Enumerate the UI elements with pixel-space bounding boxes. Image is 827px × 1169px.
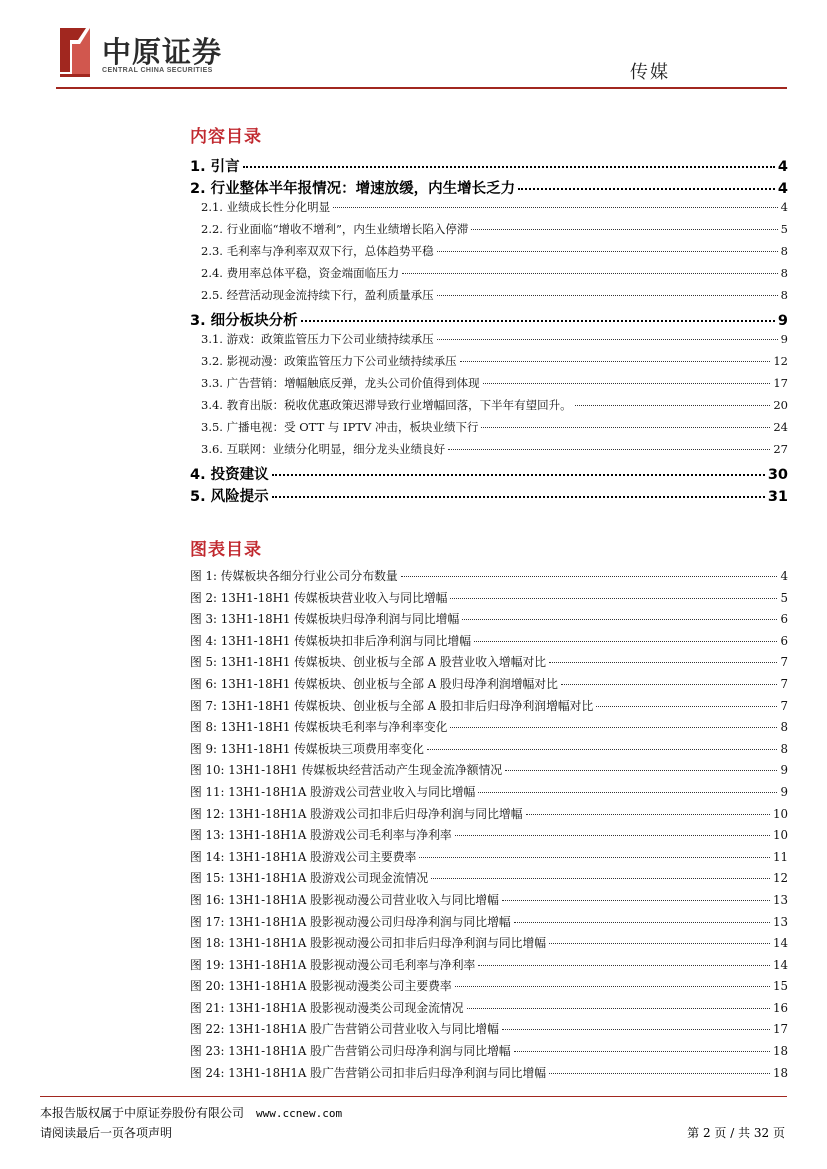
footer-divider [40,1096,787,1097]
toc-entry-title: 2.1. 业绩成长性分化明显 [201,200,331,214]
dot-leader [514,1051,770,1052]
toc-entry-page: 20 [773,398,788,412]
figure-entry-page: 5 [780,590,788,605]
toc-entry-page: 8 [780,288,788,302]
dot-leader [455,835,770,836]
figure-entry[interactable] [190,653,788,675]
figure-entry-page: 14 [772,957,788,972]
toc-entry-page: 9 [780,332,788,346]
dot-leader [455,986,770,987]
figure-entry-page: 13 [772,892,788,907]
toc-entry-level1[interactable] [190,463,788,485]
dot-leader [502,900,770,901]
figure-entry[interactable] [190,740,788,762]
figure-entry-title: 图 8: 13H1-18H1 传媒板块毛利率与净利率变化 [190,720,448,735]
toc-entry-page: 4 [777,181,788,197]
figure-entry-page: 15 [772,979,788,994]
figure-entry[interactable] [190,783,788,805]
dot-leader [333,207,778,208]
figure-entry-page: 18 [772,1044,788,1059]
dot-leader [272,496,765,498]
figure-entry-title: 图 5: 13H1-18H1 传媒板块、创业板与全部 A 股营业收入增幅对比 [190,655,547,670]
toc-entry-title: 2.4. 费用率总体平稳，资金端面临压力 [201,266,400,280]
dot-leader [549,662,777,663]
figure-entry-page: 9 [780,763,788,778]
toc-list [190,155,788,507]
figure-entry-page: 4 [780,569,788,583]
dot-leader [561,684,778,685]
figure-entry[interactable] [190,891,788,913]
figure-entry-title: 图 18: 13H1-18H1A 股影视动漫公司扣非后归母净利润与同比增幅 [190,936,547,951]
figure-entry-title: 图 20: 13H1-18H1A 股影视动漫类公司主要费率 [190,979,452,994]
figure-entry-page: 7 [780,655,788,670]
dot-leader [301,320,775,322]
figure-entry[interactable] [190,697,788,719]
figure-entry-page: 12 [772,871,788,886]
dot-leader [401,576,778,577]
figure-entry-page: 13 [772,914,788,929]
dot-leader [483,383,771,384]
figure-entry-page: 17 [772,1022,788,1037]
figure-entry[interactable] [190,869,788,891]
figure-entry-title: 图 19: 13H1-18H1A 股影视动漫公司毛利率与净利率 [190,957,476,972]
figure-entry[interactable] [190,1042,788,1064]
figure-entry-title: 图 24: 13H1-18H1A 股广告营销公司扣非后归母净利润与同比增幅 [190,1065,547,1080]
figure-entry-title: 图 16: 13H1-18H1A 股影视动漫公司营业收入与同比增幅 [190,892,499,907]
toc-entry-level2[interactable] [190,199,788,221]
dot-leader [526,814,770,815]
toc-entry-page: 24 [773,420,788,434]
figure-entry[interactable] [190,589,788,611]
figure-entry-title: 图 15: 13H1-18H1A 股游戏公司现金流情况 [190,871,429,886]
figure-entry-title: 图 4: 13H1-18H1 传媒板块扣非后净利润与同比增幅 [190,633,472,648]
dot-leader [471,229,777,230]
toc-entry-level2[interactable] [190,419,788,441]
dot-leader [437,339,778,340]
figure-entry[interactable] [190,805,788,827]
toc-entry-level2[interactable] [190,353,788,375]
dot-leader [402,273,778,274]
figure-entry-page: 8 [780,720,788,735]
toc-entry-level1[interactable] [190,177,788,199]
figure-entry-title: 图 3: 13H1-18H1 传媒板块归母净利润与同比增幅 [190,612,460,627]
dot-leader [431,878,770,879]
toc-entry-level2[interactable] [190,331,788,353]
figure-entry[interactable] [190,934,788,956]
toc-entry-level2[interactable] [190,375,788,397]
toc-entry-page: 4 [780,200,788,214]
dot-leader [596,706,777,707]
toc-entry-level1[interactable] [190,309,788,331]
figure-entry[interactable] [190,610,788,632]
toc-entry-level2[interactable] [190,265,788,287]
dot-leader [450,598,777,599]
figure-entry-title: 图 9: 13H1-18H1 传媒板块三项费用率变化 [190,741,424,756]
figure-entry-page: 14 [772,936,788,951]
dot-leader [427,749,778,750]
footer-website-link[interactable]: www.ccnew.com [256,1107,343,1120]
dot-leader [437,295,778,296]
figure-entry[interactable] [190,977,788,999]
toc-entry-page: 30 [767,467,788,483]
figures-list [190,567,788,1085]
logo-mark-icon [56,26,94,78]
dot-leader [478,792,777,793]
figure-entry-page: 7 [780,676,788,691]
header-section-title: 传媒 [630,62,670,83]
figure-entry-title: 图 11: 13H1-18H1A 股游戏公司营业收入与同比增幅 [190,784,476,799]
figure-entry[interactable] [190,632,788,654]
toc-entry-title: 3. 细分板块分析 [190,313,298,329]
dot-leader [474,641,777,642]
figure-entry-title: 图 12: 13H1-18H1A 股游戏公司扣非后归母净利润与同比增幅 [190,806,523,821]
toc-entry-level2[interactable] [190,397,788,419]
footer-page-info: 第 2 页 / 共 32 页 [687,1126,785,1140]
toc-heading: 内容目录 [190,127,262,147]
dot-leader [549,943,770,944]
dot-leader [419,857,770,858]
dot-leader [505,770,777,771]
toc-entry-level2[interactable] [190,441,788,463]
figure-entry-title: 图 13: 13H1-18H1A 股游戏公司毛利率与净利率 [190,828,452,843]
dot-leader [467,1008,770,1009]
dot-leader [575,405,771,406]
figure-entry[interactable] [190,999,788,1021]
dot-leader [518,188,775,190]
toc-entry-title: 4. 投资建议 [190,467,269,483]
figure-entry-title: 图 21: 13H1-18H1A 股影视动漫类公司现金流情况 [190,1000,464,1015]
toc-entry-level2[interactable] [190,243,788,265]
logo-english-name: CENTRAL CHINA SECURITIES [102,67,213,74]
figure-entry-page: 9 [780,784,788,799]
toc-entry-title: 2. 行业整体半年报情况：增速放缓，内生增长乏力 [190,181,516,197]
dot-leader [243,166,775,168]
toc-entry-page: 8 [780,266,788,280]
dot-leader [462,619,777,620]
figure-entry[interactable] [190,1064,788,1086]
toc-entry-title: 3.3. 广告营销：增幅触底反弹，龙头公司价值得到体现 [201,376,480,390]
figure-entry-page: 10 [772,828,788,843]
toc-entry-title: 5. 风险提示 [190,489,269,505]
figure-entry[interactable] [190,567,788,589]
logo-chinese-name: 中原证券 [102,35,223,69]
toc-entry-page: 5 [780,222,788,236]
company-logo [56,26,256,82]
toc-entry-title: 1. 引言 [190,159,240,175]
figure-entry-title: 图 14: 13H1-18H1A 股游戏公司主要费率 [190,849,417,864]
footer-disclaimer: 请阅读最后一页各项声明 [40,1126,173,1140]
toc-entry-title: 3.2. 影视动漫：政策监管压力下公司业绩持续承压 [201,354,457,368]
figure-entry-page: 10 [772,806,788,821]
figure-entry-page: 18 [772,1065,788,1080]
figure-entry[interactable] [190,913,788,935]
figures-heading: 图表目录 [190,540,262,560]
dot-leader [272,474,765,476]
toc-entry-title: 3.6. 互联网：业绩分化明显，细分龙头业绩良好 [201,442,446,456]
figure-entry-page: 11 [772,849,788,864]
figure-entry-page: 7 [780,698,788,713]
figure-entry-title: 图 7: 13H1-18H1 传媒板块、创业板与全部 A 股扣非后归母净利润增幅对比 [190,698,594,713]
toc-entry-title: 2.2. 行业面临“增收不增利”，内生业绩增长陷入停滞 [201,222,469,236]
figure-entry-title: 图 2: 13H1-18H1 传媒板块营业收入与同比增幅 [190,590,448,605]
toc-entry-page: 27 [773,442,788,456]
figure-entry-title: 图 1: 传媒板块各细分行业公司分布数量 [190,569,398,583]
figure-entry[interactable] [190,1020,788,1042]
dot-leader [437,251,778,252]
toc-entry-level2[interactable] [190,287,788,309]
figure-entry[interactable] [190,956,788,978]
figure-entry-page: 8 [780,741,788,756]
toc-entry-page: 8 [780,244,788,258]
toc-entry-title: 2.5. 经营活动现金流持续下行，盈利质量承压 [201,288,434,302]
toc-entry-title: 3.1. 游戏：政策监管压力下公司业绩持续承压 [201,332,434,346]
toc-entry-title: 3.5. 广播电视：受 OTT 与 IPTV 冲击，板块业绩下行 [201,420,479,434]
toc-entry-page: 31 [767,489,788,505]
dot-leader [481,427,770,428]
figure-entry-title: 图 23: 13H1-18H1A 股广告营销公司归母净利润与同比增幅 [190,1044,511,1059]
figure-entry-title: 图 22: 13H1-18H1A 股广告营销公司营业收入与同比增幅 [190,1022,499,1037]
dot-leader [448,449,770,450]
header-divider [56,87,787,89]
toc-entry-level1[interactable] [190,155,788,177]
figure-entry-page: 6 [780,612,788,627]
dot-leader [460,361,771,362]
toc-entry-level2[interactable] [190,221,788,243]
toc-entry-page: 4 [777,159,788,175]
dot-leader [502,1029,770,1030]
dot-leader [478,965,770,966]
figure-entry[interactable] [190,675,788,697]
figure-entry-page: 16 [772,1000,788,1015]
toc-entry-page: 9 [777,313,788,329]
toc-entry-title: 2.3. 毛利率与净利率双双下行，总体趋势平稳 [201,244,434,258]
toc-entry-page: 12 [773,354,788,368]
figure-entry[interactable] [190,826,788,848]
dot-leader [549,1073,770,1074]
figure-entry-title: 图 17: 13H1-18H1A 股影视动漫公司归母净利润与同比增幅 [190,914,511,929]
figure-entry-page: 6 [780,633,788,648]
figure-entry-title: 图 6: 13H1-18H1 传媒板块、创业板与全部 A 股归母净利润增幅对比 [190,676,558,691]
figure-entry-title: 图 10: 13H1-18H1 传媒板块经营活动产生现金流净额情况 [190,763,503,778]
figure-entry[interactable] [190,718,788,740]
dot-leader [514,922,770,923]
footer-copyright-line [40,1104,342,1121]
toc-entry-level1[interactable] [190,485,788,507]
figure-entry[interactable] [190,848,788,870]
footer-copyright: 本报告版权属于中原证券股份有限公司 [40,1106,245,1120]
toc-entry-title: 3.4. 教育出版：税收优惠政策迟滞导致行业增幅回落，下半年有望回升。 [201,398,572,412]
dot-leader [450,727,777,728]
figure-entry[interactable] [190,761,788,783]
toc-entry-page: 17 [773,376,788,390]
